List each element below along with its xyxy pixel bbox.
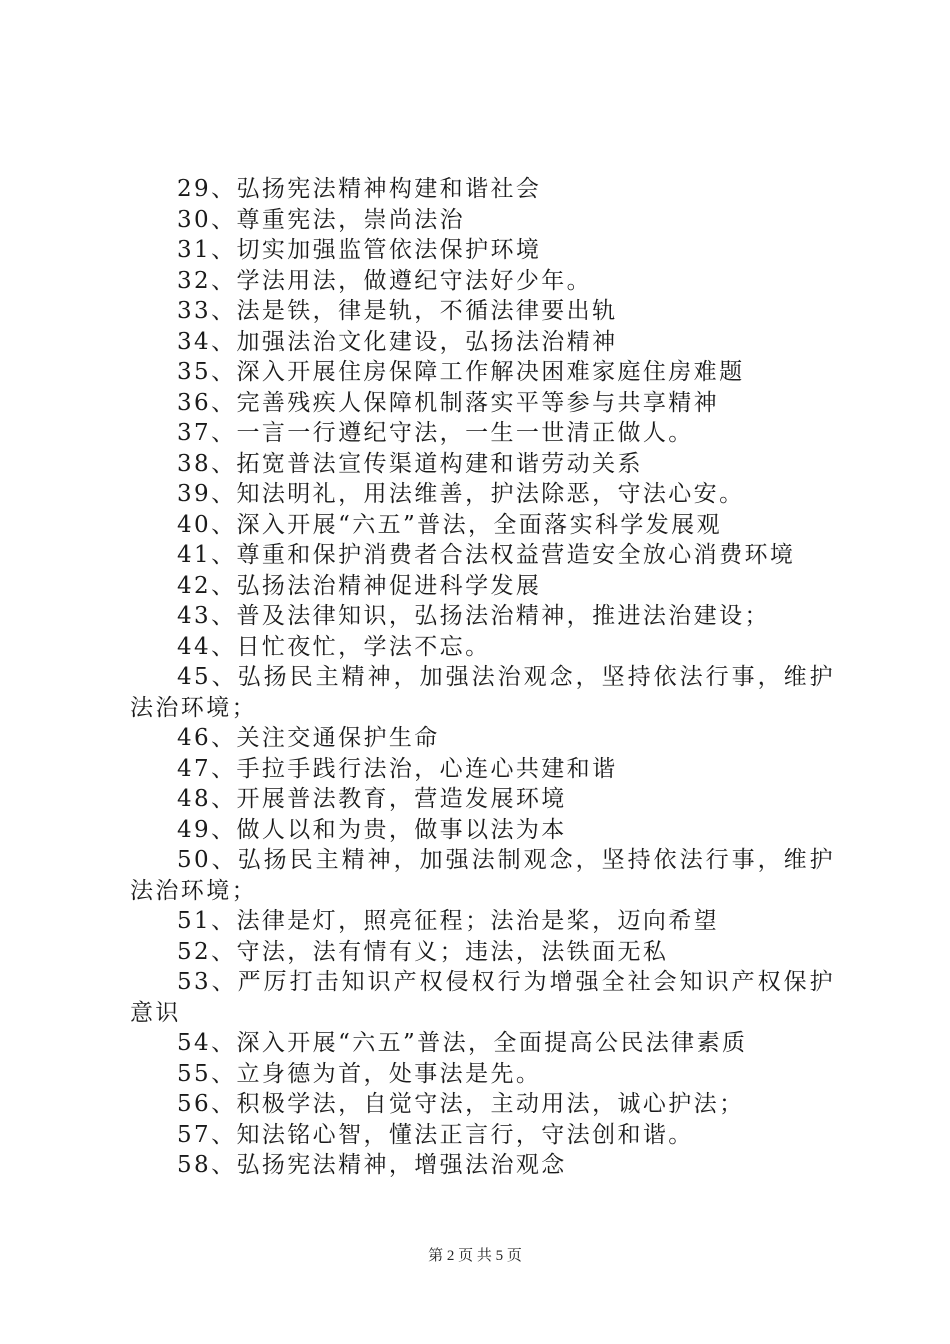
list-item: 49、做人以和为贵，做事以法为本 [177,816,567,843]
list-item: 35、深入开展住房保障工作解决困难家庭住房难题 [177,359,745,385]
list-item: 30、尊重宪法，崇尚法治 [177,206,466,233]
list-item: 38、拓宽普法宣传渠道构建和谐劳动关系 [177,450,643,477]
list-item: 48、开展普法教育，营造发展环境 [177,786,567,812]
page-number-footer: 第 2 页 共 5 页 [428,1248,522,1264]
list-item: 54、深入开展“六五”普法，全面提高公民法律素质 [177,1030,748,1056]
list-item: 39、知法明礼，用法维善，护法除恶，守法心安。 [177,481,745,507]
list-item: 36、完善残疾人保障机制落实平等参与共享精神 [177,389,720,416]
list-item: 40、深入开展“六五”普法，全面落实科学发展观 [177,511,722,538]
list-item: 31、切实加强监管依法保护环境 [177,237,542,263]
list-item: 42、弘扬法治精神促进科学发展 [177,572,542,599]
list-item: 45、弘扬民主精神，加强法治观念，坚持依法行事，维护法治环境； [130,664,835,721]
list-item: 50、弘扬民主精神，加强法制观念，坚持依法行事，维护法治环境； [130,847,835,904]
list-item: 55、立身德为首，处事法是先。 [177,1060,542,1087]
list-item: 44、日忙夜忙，学法不忘。 [177,633,491,660]
list-item: 29、弘扬宪法精神构建和谐社会 [177,176,542,202]
list-item: 34、加强法治文化建设，弘扬法治精神 [177,328,618,355]
list-item: 56、积极学法，自觉守法，主动用法，诚心护法； [177,1091,745,1117]
list-item: 37、一言一行遵纪守法，一生一世清正做人。 [177,420,694,446]
slogan-list [130,174,835,1181]
list-item: 33、法是铁，律是轨，不循法律要出轨 [177,298,618,324]
list-item: 58、弘扬宪法精神，增强法治观念 [177,1152,567,1178]
list-item: 43、普及法律知识，弘扬法治精神，推进法治建设； [177,603,770,629]
list-item: 46、关注交通保护生命 [177,725,440,751]
list-item: 53、严厉打击知识产权侵权行为增强全社会知识产权保护意识 [130,969,835,1026]
list-item: 47、手拉手践行法治，心连心共建和谐 [177,755,618,782]
list-item: 52、守法，法有情有义；违法，法铁面无私 [177,938,669,965]
list-item: 51、法律是灯，照亮征程；法治是桨，迈向希望 [177,908,720,934]
list-item: 57、知法铭心智，懂法正言行，守法创和谐。 [177,1121,694,1148]
list-item: 41、尊重和保护消费者合法权益营造安全放心消费环境 [177,542,796,568]
list-item: 32、学法用法，做遵纪守法好少年。 [177,267,593,294]
